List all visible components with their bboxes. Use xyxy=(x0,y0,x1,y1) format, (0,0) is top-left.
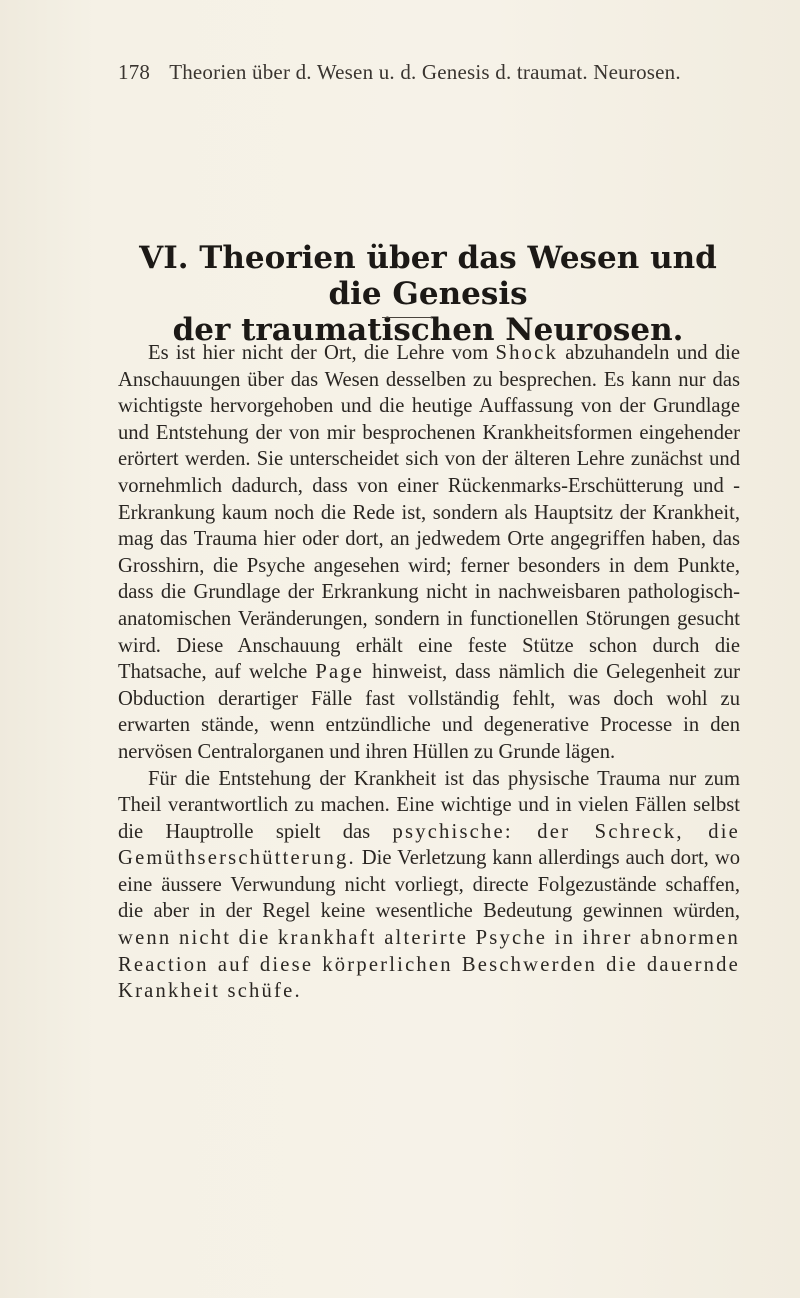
running-head xyxy=(118,60,718,85)
emphasis-shock: Shock xyxy=(495,342,559,364)
emphasis-page: Page xyxy=(315,661,365,684)
paragraph-2 xyxy=(118,766,740,1005)
paragraph-2-text-a: Für die Entstehung der Krankheit ist das physische Trauma nur zum Theil verantwortlich zu machen. Eine wichtige und in vielen Fällen selbst die Hauptrolle spielt das xyxy=(118,767,740,843)
paragraph-1-text-a: Es ist hier nicht der Ort, die Lehre vom xyxy=(148,342,496,364)
paragraph-2-text-b: Die Verletzung kann allerdings auch dort, wo eine äussere Verwundung nicht vorliegt, directe Folgezustände schaffen, die aber in der Regel keine wesentliche Bedeutung gewinnen würden, xyxy=(118,847,740,923)
chapter-title-line-1: VI. Theorien über das Wesen und die Genesis xyxy=(139,240,717,312)
running-head-title: Theorien über d. Wesen u. d. Genesis d. traumat. Neurosen. xyxy=(169,60,681,84)
body-text xyxy=(118,340,740,1005)
emphasis-conclusion: wenn nicht die krankhaft alterirte Psyche in ihrer abnormen Reaction auf diese körperlichen Beschwerden die dauernde Krankheit schüfe. xyxy=(118,927,740,1003)
section-divider xyxy=(382,317,432,318)
emphasis-psychische: psychische: der Schreck, die Gemüthserschütterung. xyxy=(118,820,741,870)
page-number: 178 xyxy=(118,60,151,84)
chapter-title xyxy=(118,240,738,348)
paragraph-1-text-b: abzuhandeln und die Anschauungen über das Wesen desselben zu besprechen. Es kann nur das wichtigste hervorgehoben und die heutige Auffassung von der Grundlage und Entstehung der von mir besprochenen Krankheitsformen eingehender erörtert werden. Sie unterscheidet sich von der älteren Lehre zunächst und vornehmlich dadurch, dass von einer Rückenmarks-Erschütterung und -Erkrankung kaum noch die Rede ist, sondern als Hauptsitz der Krankheit, mag das Trauma hier oder dort, an jedwedem Orte angegriffen haben, das Grosshirn, die Psyche angesehen wird; ferner besonders in dem Punkte, dass die Grundlage der Erkrankung nicht in nachweisbaren pathologisch-anatomischen Veränderungen, sondern in functionellen Störungen gesucht wird. Diese Anschauung erhält eine feste Stütze schon durch die Thatsache, auf welche xyxy=(118,342,740,684)
paragraph-1-text-c: hinweist, dass nämlich die Gelegenheit zur Obduction derartiger Fälle fast vollständig fehlt, was doch wohl zu erwarten stände, wenn entzündliche und degenerative Processe in den nervösen Centralorganen und ihren Hüllen zu Grunde lägen. xyxy=(118,661,740,763)
paragraph-1 xyxy=(118,340,740,766)
chapter-title-line-2: der traumatischen Neurosen. xyxy=(172,312,684,348)
